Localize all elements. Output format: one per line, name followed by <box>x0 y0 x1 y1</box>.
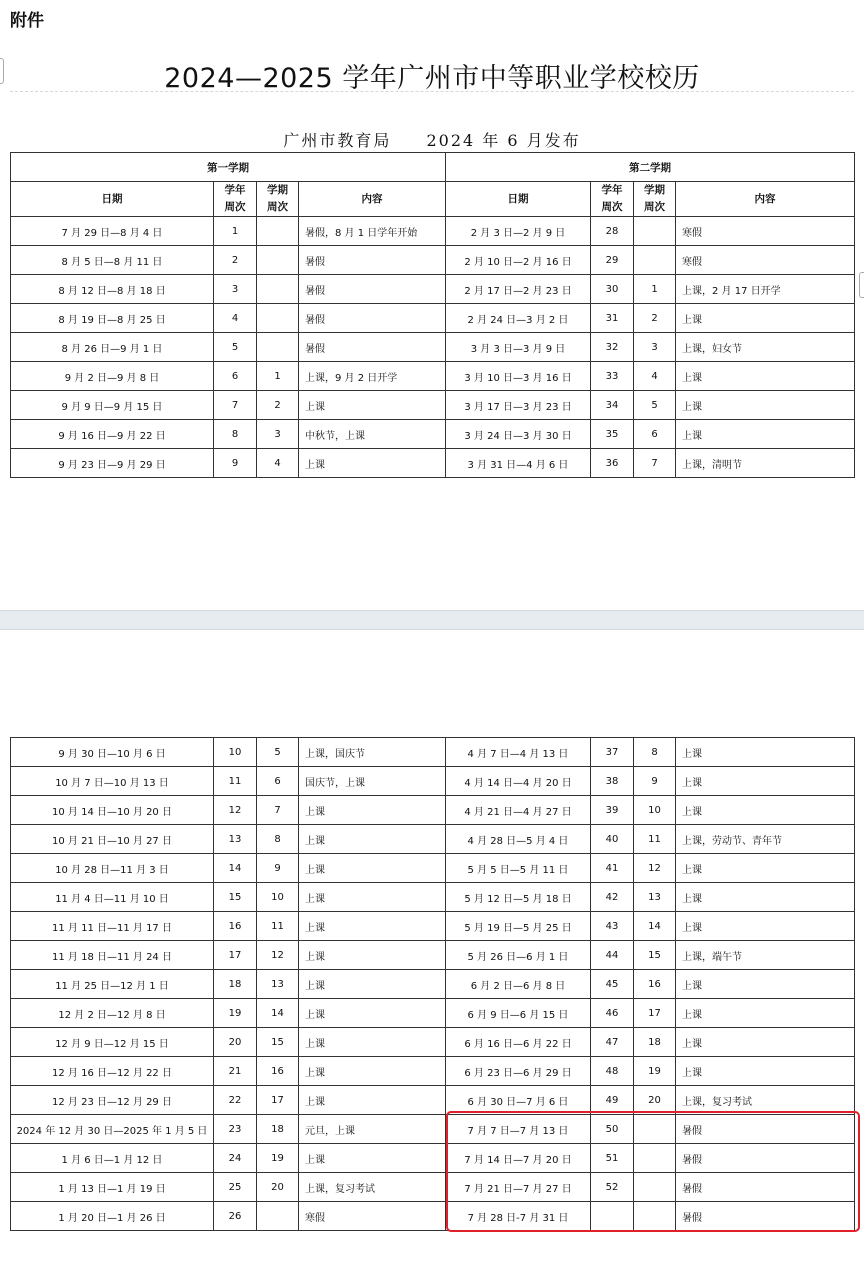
year-week-cell: 30 <box>591 275 634 304</box>
content-cell: 暑假，8 月 1 日学年开始 <box>299 217 446 246</box>
term-week-cell: 6 <box>634 420 676 449</box>
content-cell: 寒假 <box>676 246 855 275</box>
content-cell: 上课，国庆节 <box>299 738 446 767</box>
content-cell: 上课 <box>676 1057 855 1086</box>
year-week-cell: 34 <box>591 391 634 420</box>
date-cell: 7 月 29 日—8 月 4 日 <box>11 217 214 246</box>
term-week-cell: 8 <box>634 738 676 767</box>
content-cell: 上课 <box>299 999 446 1028</box>
date-cell: 8 月 19 日—8 月 25 日 <box>11 304 214 333</box>
table-row <box>11 738 855 767</box>
term-week-cell: 4 <box>634 362 676 391</box>
term-week-cell: 11 <box>257 912 299 941</box>
term-week-header: 学期 周次 <box>634 182 676 217</box>
content-cell: 暑假 <box>299 333 446 362</box>
date-cell: 6 月 9 日—6 月 15 日 <box>446 999 591 1028</box>
attachment-label: 附件 <box>10 11 44 31</box>
year-week-cell: 29 <box>591 246 634 275</box>
date-cell: 2 月 17 日—2 月 23 日 <box>446 275 591 304</box>
content-header: 内容 <box>299 182 446 217</box>
year-week-cell: 3 <box>214 275 257 304</box>
year-week-cell: 6 <box>214 362 257 391</box>
table-row <box>11 796 855 825</box>
date-cell: 12 月 9 日—12 月 15 日 <box>11 1028 214 1057</box>
content-cell: 上课 <box>299 912 446 941</box>
year-week-cell: 31 <box>591 304 634 333</box>
date-cell: 6 月 30 日—7 月 6 日 <box>446 1086 591 1115</box>
date-cell: 4 月 7 日—4 月 13 日 <box>446 738 591 767</box>
year-week-cell: 43 <box>591 912 634 941</box>
content-cell: 上课 <box>676 970 855 999</box>
term-week-cell: 2 <box>634 304 676 333</box>
content-cell: 上课 <box>299 1144 446 1173</box>
date-cell: 9 月 9 日—9 月 15 日 <box>11 391 214 420</box>
date-cell: 2 月 3 日—2 月 9 日 <box>446 217 591 246</box>
content-cell: 上课 <box>676 420 855 449</box>
table-row <box>11 420 855 449</box>
term-week-cell: 20 <box>634 1086 676 1115</box>
table-row <box>11 391 855 420</box>
term-week-cell: 19 <box>257 1144 299 1173</box>
table-row <box>11 333 855 362</box>
content-cell: 寒假 <box>676 217 855 246</box>
content-cell: 暑假 <box>676 1202 855 1231</box>
year-week-cell: 14 <box>214 854 257 883</box>
table-row <box>11 999 855 1028</box>
term-week-cell <box>634 217 676 246</box>
content-cell: 上课，复习考试 <box>299 1173 446 1202</box>
term-week-cell: 1 <box>257 362 299 391</box>
table-row <box>11 825 855 854</box>
publish-date: 2024 年 6 月发布 <box>426 131 581 150</box>
term-week-cell: 12 <box>634 854 676 883</box>
term2-header: 第二学期 <box>446 153 855 182</box>
term-week-cell: 14 <box>257 999 299 1028</box>
content-cell: 上课 <box>299 1057 446 1086</box>
content-cell: 暑假 <box>676 1144 855 1173</box>
year-week-cell: 47 <box>591 1028 634 1057</box>
year-week-header: 学年 周次 <box>214 182 257 217</box>
publisher: 广州市教育局 <box>283 131 392 150</box>
year-week-cell: 25 <box>214 1173 257 1202</box>
year-week-cell: 35 <box>591 420 634 449</box>
content-cell: 暑假 <box>299 275 446 304</box>
year-week-cell <box>591 1202 634 1231</box>
date-cell: 10 月 28 日—11 月 3 日 <box>11 854 214 883</box>
date-cell: 12 月 2 日—12 月 8 日 <box>11 999 214 1028</box>
date-cell: 3 月 3 日—3 月 9 日 <box>446 333 591 362</box>
year-week-cell: 40 <box>591 825 634 854</box>
content-cell: 暑假 <box>676 1173 855 1202</box>
calendar-table-page-1 <box>10 152 855 478</box>
year-week-cell: 45 <box>591 970 634 999</box>
term-week-cell: 7 <box>257 796 299 825</box>
document-title: 2024—2025 学年广州市中等职业学校校历 <box>164 63 700 94</box>
content-cell: 上课 <box>676 883 855 912</box>
term-week-cell: 13 <box>257 970 299 999</box>
date-cell: 10 月 7 日—10 月 13 日 <box>11 767 214 796</box>
term-week-cell: 8 <box>257 825 299 854</box>
term-week-cell <box>634 1202 676 1231</box>
date-cell: 1 月 6 日—1 月 12 日 <box>11 1144 214 1173</box>
year-week-cell: 26 <box>214 1202 257 1231</box>
term-week-cell <box>634 1144 676 1173</box>
term-week-cell: 12 <box>257 941 299 970</box>
year-week-cell: 12 <box>214 796 257 825</box>
date-cell: 8 月 12 日—8 月 18 日 <box>11 275 214 304</box>
content-cell: 国庆节，上课 <box>299 767 446 796</box>
calendar-table-page-2 <box>10 737 855 1231</box>
year-week-cell: 5 <box>214 333 257 362</box>
year-week-cell: 37 <box>591 738 634 767</box>
year-week-cell: 51 <box>591 1144 634 1173</box>
date-cell: 10 月 21 日—10 月 27 日 <box>11 825 214 854</box>
content-cell: 上课，妇女节 <box>676 333 855 362</box>
date-cell: 9 月 2 日—9 月 8 日 <box>11 362 214 391</box>
content-cell: 上课 <box>299 941 446 970</box>
content-cell: 中秋节，上课 <box>299 420 446 449</box>
term-week-header: 学期 周次 <box>257 182 299 217</box>
year-week-cell: 50 <box>591 1115 634 1144</box>
content-cell: 上课，9 月 2 日开学 <box>299 362 446 391</box>
year-week-cell: 9 <box>214 449 257 478</box>
date-cell: 6 月 2 日—6 月 8 日 <box>446 970 591 999</box>
date-header: 日期 <box>11 182 214 217</box>
date-cell: 11 月 25 日—12 月 1 日 <box>11 970 214 999</box>
content-cell: 上课 <box>299 854 446 883</box>
term-week-cell: 20 <box>257 1173 299 1202</box>
date-cell: 8 月 26 日—9 月 1 日 <box>11 333 214 362</box>
content-cell: 上课 <box>676 1028 855 1057</box>
term-week-cell: 10 <box>634 796 676 825</box>
table-row <box>11 941 855 970</box>
date-cell: 6 月 23 日—6 月 29 日 <box>446 1057 591 1086</box>
date-cell: 7 月 14 日—7 月 20 日 <box>446 1144 591 1173</box>
date-cell: 8 月 5 日—8 月 11 日 <box>11 246 214 275</box>
date-cell: 12 月 23 日—12 月 29 日 <box>11 1086 214 1115</box>
date-cell: 3 月 10 日—3 月 16 日 <box>446 362 591 391</box>
term-week-cell: 7 <box>634 449 676 478</box>
year-week-cell: 21 <box>214 1057 257 1086</box>
content-cell: 上课 <box>299 391 446 420</box>
term-week-cell <box>634 1115 676 1144</box>
date-cell: 4 月 28 日—5 月 4 日 <box>446 825 591 854</box>
date-cell: 5 月 26 日—6 月 1 日 <box>446 941 591 970</box>
year-week-cell: 19 <box>214 999 257 1028</box>
content-cell: 上课，清明节 <box>676 449 855 478</box>
content-cell: 上课 <box>676 912 855 941</box>
year-week-cell: 52 <box>591 1173 634 1202</box>
term-week-cell: 10 <box>257 883 299 912</box>
year-week-cell: 41 <box>591 854 634 883</box>
year-week-cell: 10 <box>214 738 257 767</box>
year-week-cell: 11 <box>214 767 257 796</box>
term-week-cell: 5 <box>634 391 676 420</box>
year-week-cell: 7 <box>214 391 257 420</box>
date-cell: 3 月 31 日—4 月 6 日 <box>446 449 591 478</box>
content-cell: 寒假 <box>299 1202 446 1231</box>
term-week-cell <box>257 275 299 304</box>
term-week-cell: 6 <box>257 767 299 796</box>
date-cell: 3 月 24 日—3 月 30 日 <box>446 420 591 449</box>
term-week-cell: 9 <box>257 854 299 883</box>
term-week-cell: 3 <box>257 420 299 449</box>
content-cell: 暑假 <box>299 304 446 333</box>
term-week-cell: 15 <box>634 941 676 970</box>
year-week-cell: 8 <box>214 420 257 449</box>
term-week-cell: 1 <box>634 275 676 304</box>
term-week-cell: 17 <box>634 999 676 1028</box>
content-cell: 上课，劳动节、青年节 <box>676 825 855 854</box>
term-week-cell: 11 <box>634 825 676 854</box>
date-header: 日期 <box>446 182 591 217</box>
date-cell: 10 月 14 日—10 月 20 日 <box>11 796 214 825</box>
date-cell: 11 月 4 日—11 月 10 日 <box>11 883 214 912</box>
year-week-cell: 4 <box>214 304 257 333</box>
year-week-cell: 44 <box>591 941 634 970</box>
year-week-cell: 24 <box>214 1144 257 1173</box>
table-row <box>11 449 855 478</box>
year-week-cell: 22 <box>214 1086 257 1115</box>
table-row <box>11 1115 855 1144</box>
term-week-cell: 16 <box>257 1057 299 1086</box>
content-cell: 上课 <box>676 362 855 391</box>
content-cell: 上课 <box>676 767 855 796</box>
content-header: 内容 <box>676 182 855 217</box>
page-edge-handle-right <box>859 272 864 298</box>
date-cell: 6 月 16 日—6 月 22 日 <box>446 1028 591 1057</box>
term-week-cell <box>257 333 299 362</box>
content-cell: 上课 <box>676 391 855 420</box>
year-week-cell: 23 <box>214 1115 257 1144</box>
date-cell: 2 月 10 日—2 月 16 日 <box>446 246 591 275</box>
year-week-cell: 20 <box>214 1028 257 1057</box>
year-week-cell: 32 <box>591 333 634 362</box>
date-cell: 1 月 20 日—1 月 26 日 <box>11 1202 214 1231</box>
content-cell: 上课 <box>299 970 446 999</box>
term-week-cell: 18 <box>634 1028 676 1057</box>
table-row <box>11 246 855 275</box>
year-week-cell: 33 <box>591 362 634 391</box>
content-cell: 上课 <box>676 999 855 1028</box>
content-cell: 上课，端午节 <box>676 941 855 970</box>
year-week-cell: 1 <box>214 217 257 246</box>
content-cell: 上课 <box>299 796 446 825</box>
term-week-cell: 17 <box>257 1086 299 1115</box>
date-cell: 7 月 7 日—7 月 13 日 <box>446 1115 591 1144</box>
content-cell: 上课 <box>676 304 855 333</box>
table-row <box>11 970 855 999</box>
year-week-cell: 17 <box>214 941 257 970</box>
table-row <box>11 362 855 391</box>
date-cell: 2 月 24 日—3 月 2 日 <box>446 304 591 333</box>
term-week-cell: 9 <box>634 767 676 796</box>
date-cell: 7 月 28 日-7 月 31 日 <box>446 1202 591 1231</box>
term-week-cell: 15 <box>257 1028 299 1057</box>
table-row <box>11 912 855 941</box>
content-cell: 暑假 <box>676 1115 855 1144</box>
year-week-cell: 48 <box>591 1057 634 1086</box>
date-cell: 3 月 17 日—3 月 23 日 <box>446 391 591 420</box>
year-week-cell: 42 <box>591 883 634 912</box>
page-break-separator <box>0 610 864 630</box>
date-cell: 9 月 16 日—9 月 22 日 <box>11 420 214 449</box>
year-week-cell: 49 <box>591 1086 634 1115</box>
date-cell: 9 月 30 日—10 月 6 日 <box>11 738 214 767</box>
table-row <box>11 883 855 912</box>
year-week-header: 学年 周次 <box>591 182 634 217</box>
term-week-cell <box>257 246 299 275</box>
content-cell: 上课 <box>299 1086 446 1115</box>
content-cell: 暑假 <box>299 246 446 275</box>
date-cell: 5 月 19 日—5 月 25 日 <box>446 912 591 941</box>
term-week-cell: 16 <box>634 970 676 999</box>
year-week-cell: 28 <box>591 217 634 246</box>
year-week-cell: 15 <box>214 883 257 912</box>
table-row <box>11 1202 855 1231</box>
date-cell: 11 月 18 日—11 月 24 日 <box>11 941 214 970</box>
table-row <box>11 854 855 883</box>
term-week-cell <box>257 1202 299 1231</box>
content-cell: 上课，2 月 17 日开学 <box>676 275 855 304</box>
term-week-cell: 4 <box>257 449 299 478</box>
year-week-cell: 18 <box>214 970 257 999</box>
content-cell: 上课 <box>299 825 446 854</box>
term-week-cell: 19 <box>634 1057 676 1086</box>
content-cell: 元旦，上课 <box>299 1115 446 1144</box>
publish-line <box>0 128 864 151</box>
date-cell: 4 月 14 日—4 月 20 日 <box>446 767 591 796</box>
content-cell: 上课 <box>676 854 855 883</box>
table-row <box>11 1086 855 1115</box>
year-week-cell: 13 <box>214 825 257 854</box>
term-week-cell <box>634 246 676 275</box>
content-cell: 上课 <box>299 883 446 912</box>
table-row <box>11 1173 855 1202</box>
content-cell: 上课 <box>676 738 855 767</box>
date-cell: 5 月 12 日—5 月 18 日 <box>446 883 591 912</box>
date-cell: 9 月 23 日—9 月 29 日 <box>11 449 214 478</box>
date-cell: 12 月 16 日—12 月 22 日 <box>11 1057 214 1086</box>
content-cell: 上课，复习考试 <box>676 1086 855 1115</box>
content-cell: 上课 <box>676 796 855 825</box>
term1-header: 第一学期 <box>11 153 446 182</box>
date-cell: 11 月 11 日—11 月 17 日 <box>11 912 214 941</box>
date-cell: 4 月 21 日—4 月 27 日 <box>446 796 591 825</box>
table-row <box>11 1057 855 1086</box>
term-week-cell: 14 <box>634 912 676 941</box>
term-week-cell: 3 <box>634 333 676 362</box>
term-week-cell: 13 <box>634 883 676 912</box>
year-week-cell: 39 <box>591 796 634 825</box>
year-week-cell: 38 <box>591 767 634 796</box>
term-week-cell: 18 <box>257 1115 299 1144</box>
date-cell: 1 月 13 日—1 月 19 日 <box>11 1173 214 1202</box>
table-row <box>11 1144 855 1173</box>
table-row <box>11 767 855 796</box>
date-cell: 5 月 5 日—5 月 11 日 <box>446 854 591 883</box>
table-row <box>11 275 855 304</box>
date-cell: 2024 年 12 月 30 日—2025 年 1 月 5 日 <box>11 1115 214 1144</box>
table-row <box>11 304 855 333</box>
content-cell: 上课 <box>299 1028 446 1057</box>
table-row <box>11 217 855 246</box>
term-week-cell <box>257 217 299 246</box>
year-week-cell: 2 <box>214 246 257 275</box>
table-row <box>11 1028 855 1057</box>
year-week-cell: 46 <box>591 999 634 1028</box>
date-cell: 7 月 21 日—7 月 27 日 <box>446 1173 591 1202</box>
content-cell: 上课 <box>299 449 446 478</box>
term-week-cell <box>634 1173 676 1202</box>
year-week-cell: 36 <box>591 449 634 478</box>
term-week-cell: 5 <box>257 738 299 767</box>
term-week-cell: 2 <box>257 391 299 420</box>
term-week-cell <box>257 304 299 333</box>
year-week-cell: 16 <box>214 912 257 941</box>
